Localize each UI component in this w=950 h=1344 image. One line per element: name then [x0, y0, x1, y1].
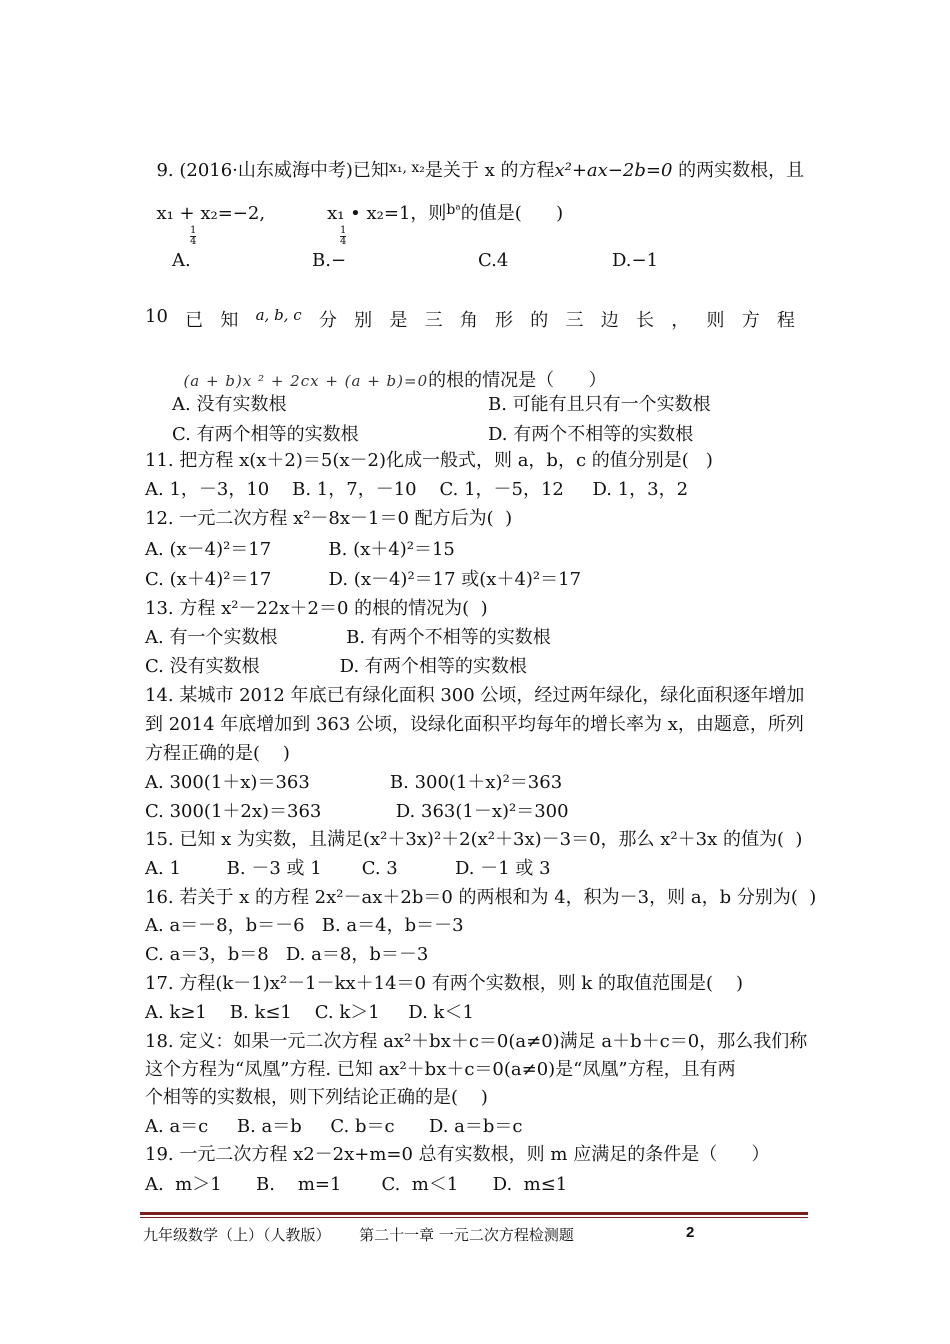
- q9-equation: x²+ax−2b=0: [554, 160, 673, 181]
- q11-stem: 11. 把方程 x(x＋2)＝5(x－2)化成一般式，则 a，b，c 的值分别是( ): [145, 450, 713, 471]
- q13-options-2: C. 没有实数根 D. 有两个相等的实数根: [145, 656, 527, 677]
- q12-stem: 12. 一元二次方程 x²－8x－1＝0 配方后为( ): [145, 508, 513, 529]
- q9-option-c: C.4: [478, 250, 509, 271]
- q16-options-2: C. a＝3，b＝8 D. a＝8，b＝－3: [145, 944, 429, 965]
- q14-stem-3: 方程正确的是( ): [145, 743, 290, 764]
- q10-formula: (a + b)x ² + 2cx + (a + b)=0: [183, 372, 429, 390]
- q14-options-2: C. 300(1＋2x)＝363 D. 363(1－x)²＝300: [145, 801, 569, 822]
- footer-rule-thick: [140, 1212, 808, 1215]
- q14-options-1: A. 300(1＋x)＝363 B. 300(1＋x)²＝363: [145, 772, 563, 793]
- q9-option-b: B.− $\frac{1}{4}$: [312, 225, 347, 271]
- q10-line2: [172, 345, 606, 392]
- footer-text: 九年级数学（上）（人教版） 第二十一章 一元二次方程检测题: [143, 1226, 574, 1244]
- q10-option-a: A. 没有实数根: [172, 394, 287, 415]
- q9-ask: 的值是( ): [460, 203, 564, 224]
- q9-suffix: 的两实数根，且: [672, 160, 805, 181]
- q19-options: A. m＞1 B. m=1 C. m＜1 D. m≤1: [145, 1174, 568, 1195]
- q18-stem-2: 这个方程为“凤凰”方程. 已知 ax²＋bx＋c＝0(a≠0)是“凤凰”方程，且有两: [145, 1059, 736, 1080]
- q14-stem-1: 14. 某城市 2012 年底已有绿化面积 300 公顷，经过两年绿化，绿化面积逐年增加: [145, 685, 805, 706]
- q12-options-2: C. (x＋4)²＝17 D. (x－4)²＝17 或(x＋4)²＝17: [145, 569, 582, 590]
- q9-power: bᵃ: [446, 202, 461, 218]
- q9-line2: [145, 174, 563, 226]
- q18-stem-1: 18. 定义：如果一元二次方程 ax²＋bx＋c＝0(a≠0)满足 a＋b＋c＝0，那么我们称: [145, 1031, 808, 1052]
- q9-option-a: A. $\frac{1}{4}$: [172, 225, 197, 271]
- q10-option-d: D. 有两个不相等的实数根: [488, 424, 694, 445]
- q13-stem: 13. 方程 x²－22x＋2＝0 的根的情况为( ): [145, 598, 488, 619]
- q15-options: A. 1 B. －3 或 1 C. 3 D. －1 或 3: [145, 858, 551, 879]
- footer-rule-thin: [140, 1217, 808, 1218]
- q17-stem: 17. 方程(k－1)x²－1－kx＋14＝0 有两个实数根，则 k 的取值范围是( ): [145, 973, 743, 994]
- q10-option-b: B. 可能有且只有一个实数根: [488, 394, 711, 415]
- q17-options: A. k≥1 B. k≤1 C. k＞1 D. k＜1: [145, 1002, 474, 1023]
- q9-option-b-fraction: $\frac{1}{4}$: [340, 225, 347, 247]
- q9-options: [172, 225, 692, 280]
- q9-roots: x₁, x₂: [388, 160, 425, 176]
- page-number: 2: [686, 1224, 695, 1241]
- q18-stem-3: 个相等的实数根，则下列结论正确的是( ): [145, 1087, 488, 1108]
- q9-sum: x₁ + x₂=−2,: [156, 203, 266, 224]
- q16-options-1: A. a＝－8，b＝－6 B. a＝4，b＝－3: [145, 915, 464, 936]
- q18-options: A. a＝c B. a＝b C. b＝c D. a＝b＝c: [145, 1116, 523, 1137]
- q10-option-c: C. 有两个相等的实数根: [172, 424, 359, 445]
- q9-mid: 是关于 x 的方程: [424, 160, 555, 181]
- q16-stem: 16. 若关于 x 的方程 2x²－ax＋2b＝0 的两根和为 4，积为－3，则 a，b 分别为( ): [145, 887, 817, 908]
- q10-line1: 10 已 知 a, b, c 分 别 是 三 角 形 的 三 边 长 ， 则 方 程: [145, 306, 795, 331]
- q9-product: x₁ • x₂=1，则: [327, 203, 447, 224]
- q11-options: A. 1，－3，10 B. 1，7，－10 C. 1，－5，12 D. 1，3，2: [145, 479, 689, 500]
- q13-options-1: A. 有一个实数根 B. 有两个不相等的实数根: [145, 627, 551, 648]
- q19-stem: 19. 一元二次方程 x2－2x+m=0 总有实数根，则 m 应满足的条件是（ ）: [145, 1144, 770, 1165]
- q9-option-d: D.−1: [612, 250, 659, 271]
- q15-stem: 15. 已知 x 为实数，且满足(x²＋3x)²＋2(x²＋3x)－3＝0，那么 x²＋3x 的值为( ): [145, 829, 803, 850]
- q9-prefix: 9. (2016·山东威海中考)已知: [156, 160, 389, 181]
- q9-option-a-fraction: $\frac{1}{4}$: [190, 225, 197, 247]
- q10-suffix: 的根的情况是（ ）: [428, 370, 607, 391]
- q12-options-1: A. (x－4)²＝17 B. (x＋4)²＝15: [145, 539, 455, 560]
- q14-stem-2: 到 2014 年底增加到 363 公顷，设绿化面积平均每年的增长率为 x，由题意，所列: [145, 714, 804, 735]
